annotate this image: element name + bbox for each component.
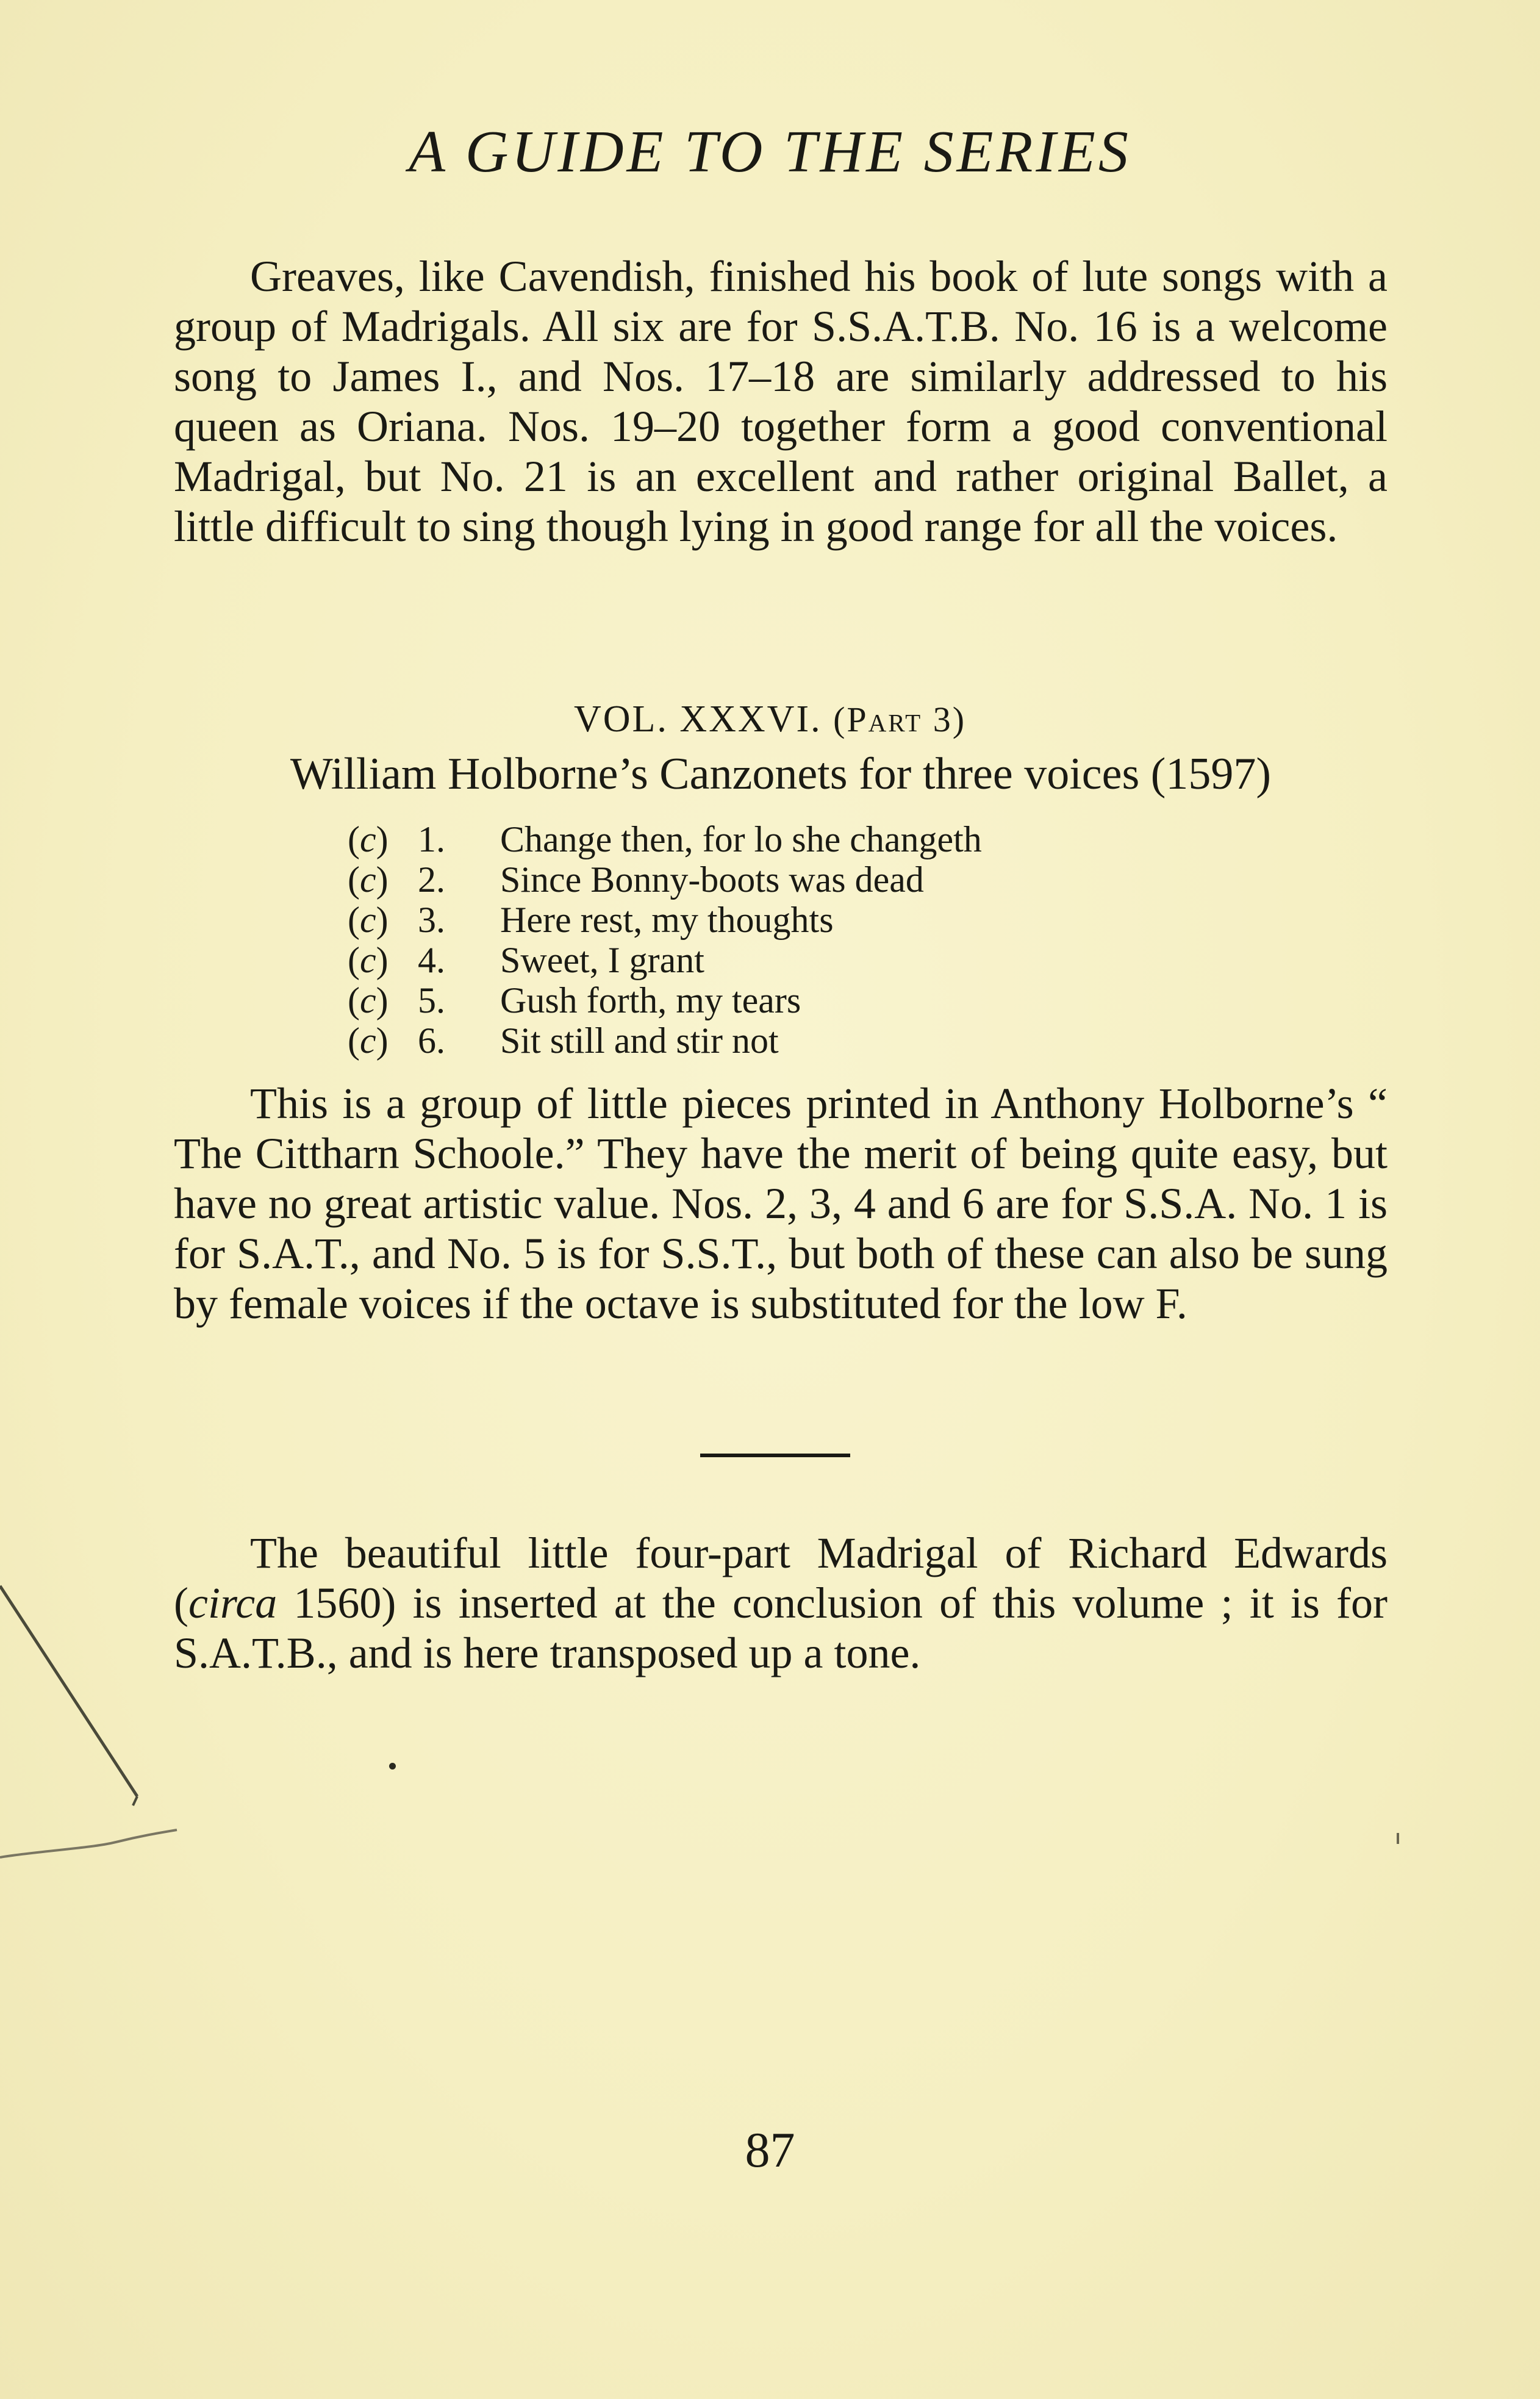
song-number: 3. [418, 900, 445, 940]
ink-dot [389, 1763, 396, 1770]
song-title: Sweet, I grant [500, 940, 704, 980]
song-number: 4. [418, 940, 445, 980]
song-title: Sit still and stir not [500, 1020, 779, 1061]
song-number: 2. [418, 859, 445, 900]
running-head: A GUIDE TO THE SERIES [409, 119, 1131, 185]
paragraph-holborne [174, 1078, 1388, 1329]
list-item [348, 900, 982, 940]
song-title: Change then, for lo she changeth [500, 819, 982, 859]
list-item [348, 819, 982, 859]
song-title: Gush forth, my tears [500, 980, 801, 1020]
song-list [348, 819, 982, 1061]
italic-circa: circa [188, 1579, 278, 1627]
paragraph-text: Greaves, like Cavendish, finished his book of lute songs with a group of Madrigals. All six are for S.S.A.T.B. No. 16 is a welcome song to James I., and Nos. 17–18 are similarly addressed to his queen as Oriana. Nos. 19–20 together form a good conventional Madrigal, but No. 21 is an excellent and rather original Ballet, a little difficult to sing though lying in good range for all the voices. [174, 252, 1388, 551]
list-item [348, 859, 982, 900]
song-number: 1. [418, 819, 445, 859]
page-number: 87 [745, 2122, 795, 2178]
song-title: Since Bonny-boots was dead [500, 859, 924, 900]
song-title: Here rest, my thoughts [500, 900, 834, 940]
voice-mark: (c) [348, 819, 389, 859]
voice-mark: (c) [348, 859, 389, 900]
list-item [348, 940, 982, 980]
paragraph-edwards [174, 1528, 1388, 1678]
paragraph-text: The beautiful little four-part Madrigal of Richard Edwards (circa 1560) is inserted at the conclusion of this volume ; it is for S.A.T.B., and is here transposed up a tone. [174, 1529, 1388, 1677]
paragraph-text: This is a group of little pieces printed in Anthony Holborne’s “ The Cittharn Schoole.” They have the merit of being quite easy, but have no great artistic value. Nos. 2, 3, 4 and 6 are for S.S.A. No. 1 is for S.A.T., and No. 5 is for S.S.T., but both of these can also be sung by female voices if the octave is substituted for the low F. [174, 1079, 1388, 1328]
volume-label: VOL. XXXVI. [573, 698, 822, 740]
voice-mark: (c) [348, 1020, 389, 1061]
paragraph-greaves [174, 251, 1388, 551]
list-item [348, 1020, 982, 1061]
voice-mark: (c) [348, 940, 389, 980]
volume-heading [0, 700, 1540, 738]
voice-mark: (c) [348, 980, 389, 1020]
song-number: 5. [418, 980, 445, 1020]
section-rule [700, 1454, 850, 1457]
margin-tick [1397, 1833, 1399, 1844]
volume-part: (Part 3) [833, 700, 967, 739]
song-number: 6. [418, 1020, 445, 1061]
pencil-scratch-mark [0, 1574, 195, 1891]
work-title: William Holborne’s Canzonets for three voices (1597) [290, 749, 1272, 799]
voice-mark: (c) [348, 900, 389, 940]
list-item [348, 980, 982, 1020]
